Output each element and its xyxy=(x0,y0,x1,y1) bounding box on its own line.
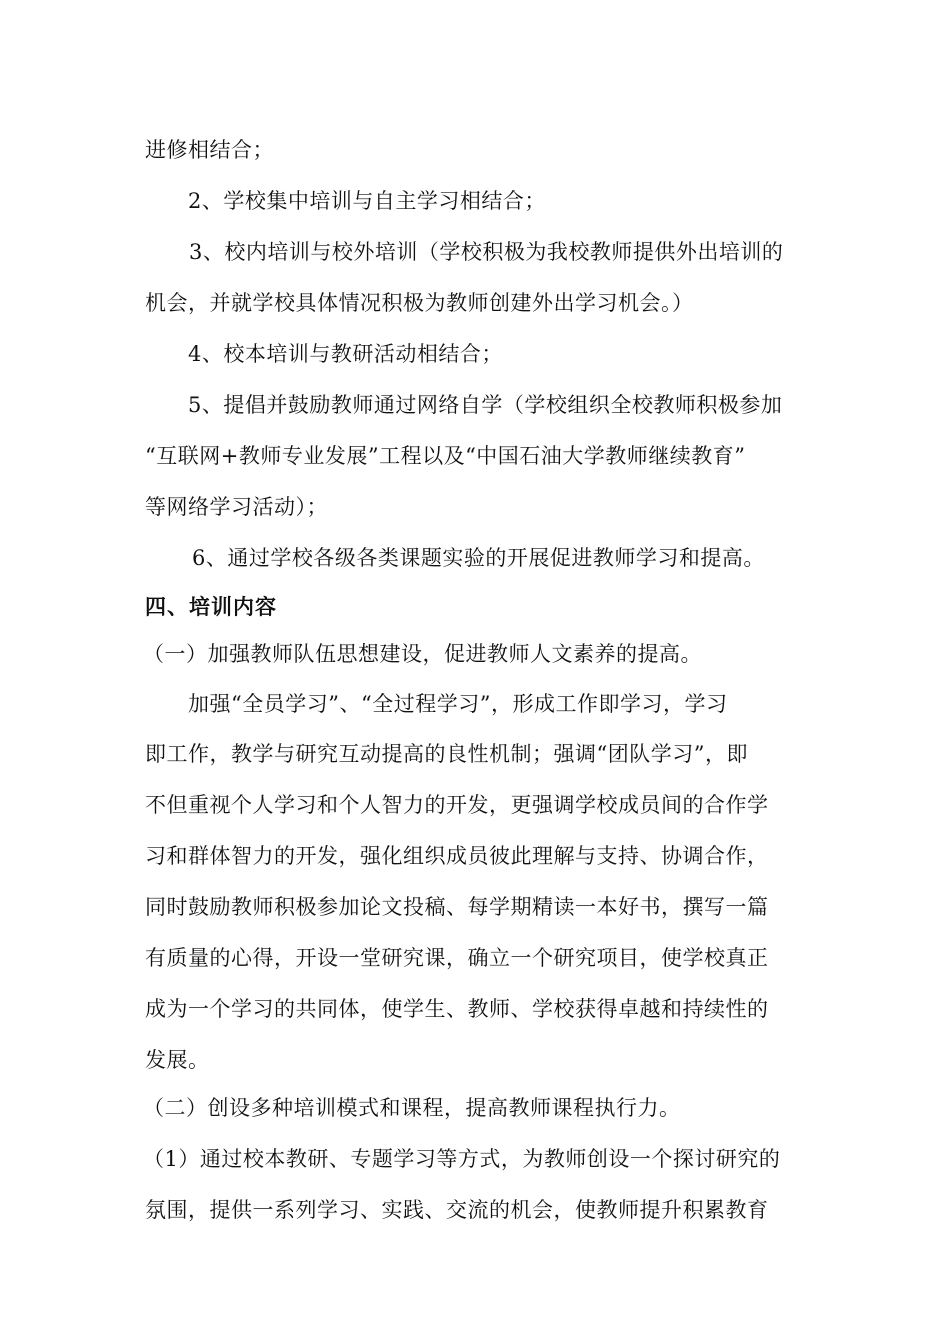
section-heading: 四、培训内容 xyxy=(145,594,277,619)
paragraph-line: 有质量的心得，开设一堂研究课，确立一个研究项目，使学校真正 xyxy=(145,946,769,970)
list-item-4: 4、校本培训与教研活动相结合； xyxy=(188,342,503,366)
list-item-5: 5、提倡并鼓励教师通过网络自学（学校组织全校教师积极参加 xyxy=(188,393,783,417)
paragraph-line: 即工作，教学与研究互动提高的良性机制；强调“团队学习”，即 xyxy=(145,742,748,766)
paragraph-line: 同时鼓励教师积极参加论文投稿、每学期精读一本好书，撰写一篇 xyxy=(145,895,769,919)
list-item-2: 2、学校集中培训与自主学习相结合； xyxy=(188,189,546,213)
subsection-heading-1: （一）加强教师队伍思想建设，促进教师人文素养的提高。 xyxy=(143,642,702,666)
paragraph-line: 发展。 xyxy=(145,1048,210,1072)
paragraph-line: 加强“全员学习”、“全过程学习”，形成工作即学习，学习 xyxy=(188,692,728,716)
text-line: 等网络学习活动）； xyxy=(145,495,328,519)
subsection-heading-2: （二）创设多种培训模式和课程，提高教师课程执行力。 xyxy=(143,1096,681,1120)
text-line: 机会，并就学校具体情况积极为教师创建外出学习机会。） xyxy=(145,291,694,315)
paragraph-line: 习和群体智力的开发，强化组织成员彼此理解与支持、协调合作， xyxy=(145,844,769,868)
paragraph-line: 成为一个学习的共同体，使学生、教师、学校获得卓越和持续性的 xyxy=(145,997,769,1021)
list-item-6: 6、通过学校各级各类课题实验的开展促进教师学习和提高。 xyxy=(192,546,765,570)
text-line: 进修相结合； xyxy=(145,138,274,162)
paragraph-line: 氛围，提供一系列学习、实践、交流的机会，使教师提升积累教育 xyxy=(145,1198,769,1222)
paragraph-line: （1）通过校本教研、专题学习等方式，为教师创设一个探讨研究的 xyxy=(143,1147,781,1171)
text-line: “互联网+教师专业发展”工程以及“中国石油大学教师继续教育” xyxy=(145,444,746,468)
list-item-3: 3、校内培训与校外培训（学校积极为我校教师提供外出培训的 xyxy=(189,240,784,264)
paragraph-line: 不但重视个人学习和个人智力的开发，更强调学校成员间的合作学 xyxy=(145,793,769,817)
